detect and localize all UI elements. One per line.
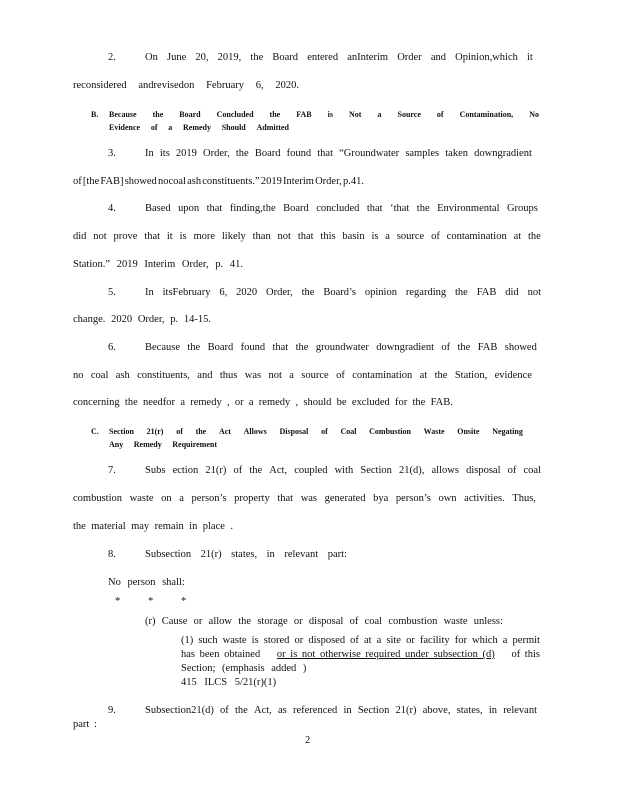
p7-line-2: combustion waste on a person’s property that was generated bya person’s own activities. Thus,: [73, 493, 536, 504]
p3-line-1: In its 2019 Order, the Board found that “Groundwater samples taken downgradient: [145, 148, 532, 159]
quote-item1-line-1: (1) such waste is stored or disposed of at a site or facility for which a permit: [181, 635, 540, 646]
page-number: 2: [305, 735, 311, 746]
quote-star-3: *: [181, 596, 187, 607]
p2-line-1: On June 20, 2019, the Board entered anInterim Order and Opinion,which it: [145, 52, 533, 63]
quote-item1-line-2-underlined: or is not otherwise required under subsection (d): [276, 649, 495, 660]
quote-star-1: *: [115, 596, 121, 607]
p8-number: 8.: [108, 549, 116, 560]
heading-b-letter: B.: [91, 110, 99, 119]
quote-star-2: *: [148, 596, 154, 607]
heading-c-line-2: Any Remedy Requirement: [109, 440, 217, 449]
p6-line-1: Because the Board found that the groundwater downgradient of the FAB showed: [145, 342, 537, 353]
quote-intro: No person shall:: [108, 577, 185, 588]
quote-item1-line-3: Section; (emphasis added ): [181, 663, 307, 674]
quote-citation: 415 ILCS 5/21(r)(1): [181, 677, 277, 688]
p4-line-2: did not prove that it is more likely than not that this basin is a source of contamination at the: [73, 231, 541, 242]
p4-line-1: Based upon that finding,the Board concluded that ‘that the Environmental Groups: [145, 203, 538, 214]
p2-line-2: reconsidered andrevisedon February 6, 2020.: [73, 80, 299, 91]
p9-line-2: part :: [73, 719, 97, 730]
p5-number: 5.: [108, 287, 116, 298]
quote-r-line: (r) Cause or allow the storage or disposal of coal combustion waste unless:: [145, 616, 503, 627]
quote-item1-line-2-plain: has been obtained: [181, 649, 261, 660]
heading-c-letter: C.: [91, 427, 99, 436]
p9-number: 9.: [108, 705, 116, 716]
quote-item1-line-2-end: of this: [511, 649, 540, 660]
p7-line-3: the material may remain in place .: [73, 521, 233, 532]
quote-item1-line-2: [181, 649, 540, 660]
heading-b-line-2: Evidence of a Remedy Should Admitted: [109, 123, 289, 132]
heading-b-line-1: Because the Board Concluded the FAB is Not a Source of Contamination, No: [109, 110, 539, 119]
heading-c-line-1: Section 21(r) of the Act Allows Disposal of Coal Combustion Waste Onsite Negating: [109, 427, 523, 436]
p6-number: 6.: [108, 342, 116, 353]
p5-line-1: In itsFebruary 6, 2020 Order, the Board’s opinion regarding the FAB did not: [145, 287, 541, 298]
p7-line-1: Subs ection 21(r) of the Act, coupled with Section 21(d), allows disposal of coal: [145, 465, 541, 476]
p4-line-3: Station.” 2019 Interim Order, p. 41.: [73, 259, 243, 270]
p3-line-2: of [the FAB] showed nocoal ash constituents.” 2019 Interim Order, p.41.: [73, 176, 364, 187]
p9-line-1: Subsection21(d) of the Act, as referenced in Section 21(r) above, states, in relevant: [145, 705, 537, 716]
p5-line-2: change. 2020 Order, p. 14-15.: [73, 314, 211, 325]
p7-number: 7.: [108, 465, 116, 476]
p6-line-2: no coal ash constituents, and thus was not a source of contamination at the Station, evidence: [73, 370, 532, 381]
p3-number: 3.: [108, 148, 116, 159]
p8-line-1: Subsection 21(r) states, in relevant part:: [145, 549, 347, 560]
p6-line-3: concerning the needfor a remedy , or a remedy , should be excluded for the FAB.: [73, 397, 453, 408]
p2-number: 2.: [108, 52, 116, 63]
p4-number: 4.: [108, 203, 116, 214]
